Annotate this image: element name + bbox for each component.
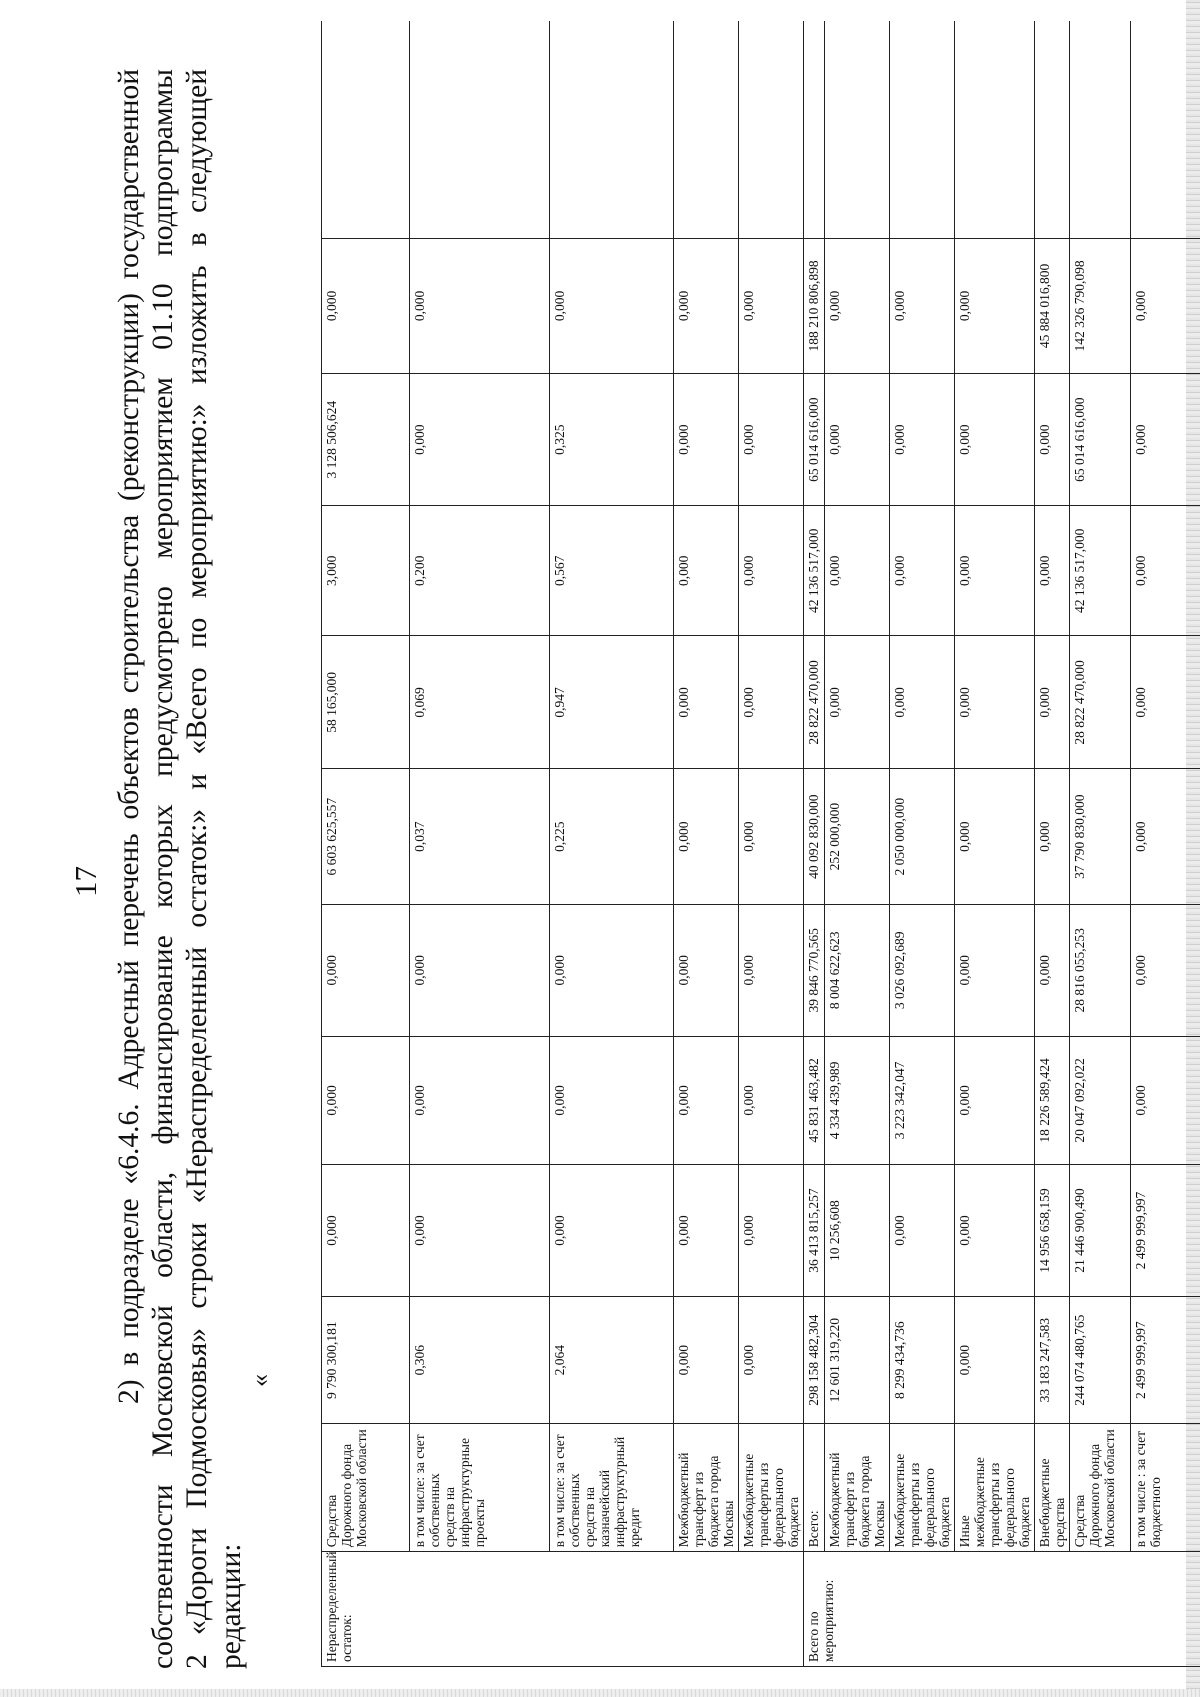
value-cell: 0,000: [890, 374, 955, 506]
page-number: 17: [68, 866, 103, 897]
value-cell: 0,000: [550, 904, 674, 1036]
value-cell: 8 004 622,623: [825, 904, 890, 1036]
value-cell: 8 299 434,736: [890, 1297, 955, 1424]
table-row: [550, 21, 674, 1667]
value-cell: 0,000: [825, 238, 890, 373]
value-cell: 0,000: [1131, 1036, 1200, 1164]
table-row: [674, 21, 739, 1667]
value-cell: 28 816 055,253: [1070, 904, 1131, 1036]
value-cell: 0,000: [955, 904, 1035, 1036]
value-cell: 0,000: [674, 636, 739, 769]
empty-cell: [825, 21, 890, 238]
value-cell: 0,000: [322, 1036, 410, 1164]
value-cell: 42 136 517,000: [1070, 506, 1131, 636]
value-cell: 18 226 589,424: [1035, 1036, 1070, 1164]
empty-cell: [890, 21, 955, 238]
value-cell: 0,000: [674, 1297, 739, 1424]
empty-cell: [1035, 21, 1070, 238]
source-cell: в том числе: за счет собственных средств на казначейский инфраструктурный кредит: [550, 1424, 674, 1552]
empty-cell: [1131, 21, 1200, 238]
source-cell: Внебюджетные средства: [1035, 1424, 1070, 1552]
value-cell: 0,000: [674, 506, 739, 636]
value-cell: 0,000: [674, 374, 739, 506]
value-cell: 2 499 999,997: [1131, 1164, 1200, 1296]
value-cell: 0,000: [1035, 374, 1070, 506]
value-cell: 14 956 658,159: [1035, 1164, 1070, 1296]
value-cell: 9 790 300,181: [322, 1297, 410, 1424]
table-row: [1070, 21, 1131, 1667]
value-cell: 0,000: [739, 904, 804, 1036]
value-cell: 3,000: [322, 506, 410, 636]
value-cell: 65 014 616,000: [804, 374, 825, 506]
source-cell: Иные межбюджетные трансферты из федерального бюджета: [955, 1424, 1035, 1552]
value-cell: 0,000: [1131, 904, 1200, 1036]
source-cell: в том числе : за счет бюджетного: [1131, 1424, 1200, 1552]
value-cell: 0,000: [955, 374, 1035, 506]
value-cell: 0,000: [410, 374, 550, 506]
value-cell: 0,000: [955, 1036, 1035, 1164]
value-cell: 0,000: [955, 506, 1035, 636]
value-cell: 0,000: [955, 636, 1035, 769]
table-row: [804, 21, 825, 1667]
value-cell: 0,947: [550, 636, 674, 769]
table-row: [825, 21, 890, 1667]
value-cell: 0,000: [674, 1036, 739, 1164]
funding-table: [321, 21, 1200, 1667]
value-cell: 0,000: [739, 1036, 804, 1164]
value-cell: 42 136 517,000: [804, 506, 825, 636]
value-cell: 0,000: [739, 769, 804, 904]
value-cell: 28 822 470,000: [1070, 636, 1131, 769]
value-cell: 36 413 815,257: [804, 1164, 825, 1296]
value-cell: 4 334 439,989: [825, 1036, 890, 1164]
group-label: Нераспределенный остаток:: [322, 1552, 804, 1667]
intro-line: собственности Московской области, финансирование которых предусмотрено мероприятием 01.10 подпрограммы: [147, 69, 179, 1669]
table-row: [322, 21, 410, 1667]
empty-cell: [550, 21, 674, 238]
value-cell: 0,000: [1035, 636, 1070, 769]
value-cell: 0,000: [550, 1164, 674, 1296]
value-cell: 252 000,000: [825, 769, 890, 904]
value-cell: 298 158 482,304: [804, 1297, 825, 1424]
value-cell: 0,200: [410, 506, 550, 636]
value-cell: 0,325: [550, 374, 674, 506]
opening-quote: «: [245, 1374, 274, 1387]
value-cell: 0,000: [1035, 904, 1070, 1036]
value-cell: 0,000: [739, 1297, 804, 1424]
value-cell: 0,000: [410, 238, 550, 373]
value-cell: 0,000: [739, 506, 804, 636]
source-cell: Средства Дорожного фонда Московской области: [322, 1424, 410, 1552]
value-cell: 0,000: [1131, 238, 1200, 373]
empty-cell: [674, 21, 739, 238]
value-cell: 142 326 790,098: [1070, 238, 1131, 373]
value-cell: 0,000: [550, 238, 674, 373]
value-cell: 33 183 247,583: [1035, 1297, 1070, 1424]
intro-paragraph: [112, 69, 248, 1669]
value-cell: 2 499 999,997: [1131, 1297, 1200, 1424]
value-cell: 0,225: [550, 769, 674, 904]
value-cell: 0,000: [322, 1164, 410, 1296]
intro-line: 2) в подразделе «6.4.6. Адресный перечень объектов строительства (реконструкции) государственной: [113, 69, 145, 1404]
value-cell: 0,000: [674, 769, 739, 904]
value-cell: 28 822 470,000: [804, 636, 825, 769]
value-cell: 0,000: [410, 904, 550, 1036]
value-cell: 45 831 463,482: [804, 1036, 825, 1164]
value-cell: 0,000: [890, 1164, 955, 1296]
value-cell: 244 074 480,765: [1070, 1297, 1131, 1424]
value-cell: 0,000: [955, 1297, 1035, 1424]
value-cell: 0,000: [1131, 769, 1200, 904]
value-cell: 0,000: [890, 506, 955, 636]
source-cell: Межбюджетные трансферты из федерального бюджета: [890, 1424, 955, 1552]
value-cell: 0,000: [1131, 506, 1200, 636]
value-cell: 2 050 000,000: [890, 769, 955, 904]
value-cell: 188 210 806,898: [804, 238, 825, 373]
value-cell: 0,000: [739, 374, 804, 506]
value-cell: 0,000: [890, 238, 955, 373]
source-cell: Межбюджетные трансферты из федерального бюджета: [739, 1424, 804, 1552]
table-row: [955, 21, 1035, 1667]
value-cell: 3 223 342,047: [890, 1036, 955, 1164]
value-cell: 58 165,000: [322, 636, 410, 769]
table-row: [410, 21, 550, 1667]
table-row: [890, 21, 955, 1667]
value-cell: 10 256,608: [825, 1164, 890, 1296]
empty-cell: [955, 21, 1035, 238]
value-cell: 12 601 319,220: [825, 1297, 890, 1424]
empty-cell: [410, 21, 550, 238]
value-cell: 0,000: [674, 904, 739, 1036]
intro-line: редакции:: [215, 1543, 247, 1669]
source-cell: Средства Дорожного фонда Московской области: [1070, 1424, 1131, 1552]
value-cell: 37 790 830,000: [1070, 769, 1131, 904]
value-cell: 0,000: [825, 636, 890, 769]
value-cell: 0,000: [1035, 506, 1070, 636]
value-cell: 0,000: [1131, 636, 1200, 769]
value-cell: 40 092 830,000: [804, 769, 825, 904]
value-cell: 0,000: [674, 238, 739, 373]
source-cell: Всего:: [804, 1424, 825, 1552]
value-cell: 2,064: [550, 1297, 674, 1424]
value-cell: 0,000: [739, 1164, 804, 1296]
value-cell: 0,037: [410, 769, 550, 904]
value-cell: 0,069: [410, 636, 550, 769]
value-cell: 0,567: [550, 506, 674, 636]
empty-cell: [1070, 21, 1131, 238]
value-cell: 45 884 016,800: [1035, 238, 1070, 373]
value-cell: 0,000: [322, 904, 410, 1036]
value-cell: 3 026 092,689: [890, 904, 955, 1036]
value-cell: 6 603 625,557: [322, 769, 410, 904]
value-cell: 0,000: [322, 238, 410, 373]
intro-line: 2 «Дороги Подмосковья» строки «Нераспределенный остаток:» и «Всего по мероприятию:» изложить в следующей: [181, 69, 213, 1669]
table-row: [739, 21, 804, 1667]
value-cell: 0,000: [410, 1164, 550, 1296]
group-label: Всего по мероприятию:: [804, 1552, 1200, 1667]
value-cell: 0,000: [955, 1164, 1035, 1296]
value-cell: 0,000: [674, 1164, 739, 1296]
value-cell: 65 014 616,000: [1070, 374, 1131, 506]
value-cell: 20 047 092,022: [1070, 1036, 1131, 1164]
value-cell: 0,000: [955, 238, 1035, 373]
value-cell: 0,000: [739, 238, 804, 373]
source-cell: Межбюджетный трансферт из бюджета города Москвы: [674, 1424, 739, 1552]
value-cell: 0,000: [739, 636, 804, 769]
value-cell: 0,000: [825, 374, 890, 506]
empty-cell: [739, 21, 804, 238]
value-cell: 39 846 770,565: [804, 904, 825, 1036]
value-cell: 0,000: [1131, 374, 1200, 506]
source-cell: в том числе: за счет собственных средств на инфраструктурные проекты: [410, 1424, 550, 1552]
empty-cell: [322, 21, 410, 238]
source-cell: Межбюджетный трансферт из бюджета города Москвы: [825, 1424, 890, 1552]
value-cell: 0,000: [550, 1036, 674, 1164]
table-row: [1035, 21, 1070, 1667]
value-cell: 3 128 506,624: [322, 374, 410, 506]
value-cell: 0,000: [1035, 769, 1070, 904]
value-cell: 0,000: [825, 506, 890, 636]
table-row: [1131, 21, 1200, 1667]
value-cell: 0,306: [410, 1297, 550, 1424]
value-cell: 0,000: [955, 769, 1035, 904]
empty-cell: [804, 21, 825, 238]
value-cell: 0,000: [410, 1036, 550, 1164]
value-cell: 21 446 900,490: [1070, 1164, 1131, 1296]
value-cell: 0,000: [890, 636, 955, 769]
